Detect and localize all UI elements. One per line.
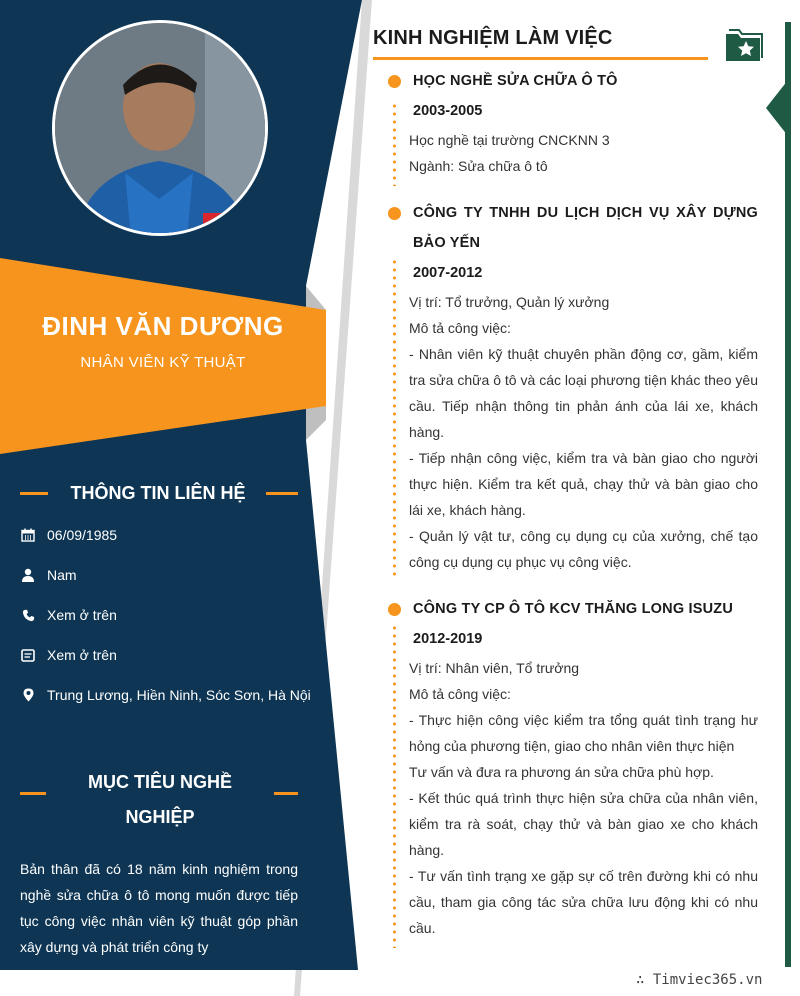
experience-item <box>388 594 758 948</box>
experience-item <box>388 198 758 580</box>
contact-phone-value: Xem ở trên <box>47 607 117 623</box>
contact-email-value: Xem ở trên <box>47 647 117 663</box>
objective-heading-line-right <box>274 792 298 795</box>
phone-icon <box>20 607 36 623</box>
job-detail-line: - Kết thúc quá trình thực hiện sửa chữa của nhân viên, kiểm tra rà soát, chạy thử và bàn giao xe cho khách hàng. <box>409 790 758 858</box>
objective-heading-line2: NGHIỆP <box>125 807 195 827</box>
calendar-icon <box>20 527 36 543</box>
job-detail-line: - Tư vấn tình trạng xe gặp sự cố trên đường khi có nhu cầu, tham gia công tác sửa chữa lưu động khi có nhu cầu. <box>409 868 758 936</box>
company-name: CÔNG TY CP Ô TÔ KCV THĂNG LONG ISUZU <box>413 601 734 617</box>
company-name: CÔNG TY TNHH DU LỊCH DỊCH VỤ XÂY DỰNG BẢO YẾN <box>413 205 758 251</box>
job-period: 2007-2012 <box>413 265 483 281</box>
job-detail-line: Vị trí: Tổ trưởng, Quản lý xưởng <box>409 294 610 310</box>
candidate-name: ĐINH VĂN DƯƠNG <box>42 311 284 341</box>
job-description <box>409 289 758 575</box>
company-name: HỌC NGHỀ SỬA CHỮA Ô TÔ <box>413 73 618 89</box>
right-accent-bar <box>785 22 791 967</box>
folder-star-icon <box>724 28 764 64</box>
job-description <box>409 655 758 941</box>
experience-heading-underline <box>373 57 708 60</box>
job-period: 2003-2005 <box>413 103 483 119</box>
timeline-bullet <box>388 75 401 88</box>
timeline-bullet <box>388 603 401 616</box>
contact-heading-line-right <box>266 492 298 495</box>
contact-address <box>20 685 311 705</box>
location-pin-icon <box>20 687 36 703</box>
right-accent-notch <box>766 80 788 136</box>
contact-email <box>20 645 117 665</box>
timeline-bullet <box>388 207 401 220</box>
objective-heading <box>60 765 260 835</box>
experience-heading: KINH NGHIỆM LÀM VIỆC <box>373 27 613 49</box>
timeline-dots <box>393 624 396 948</box>
contact-address-value: Trung Lương, Hiền Ninh, Sóc Sơn, Hà Nội <box>47 687 311 703</box>
job-detail-line: Mô tả công việc: <box>409 320 511 336</box>
contact-phone <box>20 605 117 625</box>
job-detail-line: Vị trí: Nhân viên, Tổ trưởng <box>409 660 580 676</box>
job-detail-line: Học nghề tại trường CNCKNN 3 <box>409 132 610 148</box>
candidate-job-title: NHÂN VIÊN KỸ THUẬT <box>80 354 246 371</box>
profile-photo <box>52 20 268 236</box>
contact-heading: THÔNG TIN LIÊN HỆ <box>70 483 246 503</box>
job-detail-line: - Nhân viên kỹ thuật chuyên phần động cơ, gầm, kiểm tra sửa chữa ô tô và các loại phương tiện khác theo yêu cầu. Tiếp nhận thông tin phản ánh của lái xe, khách hàng. <box>409 346 758 440</box>
contact-birthdate <box>20 525 117 545</box>
email-icon <box>20 647 36 663</box>
job-detail-line: - Quản lý vật tư, công cụ dụng cụ của xưởng, chế tạo công cụ dụng cụ phục vụ công việc. <box>409 528 758 570</box>
job-detail-line: Mô tả công việc: <box>409 686 511 702</box>
job-period: 2012-2019 <box>413 631 483 647</box>
objective-text: Bản thân đã có 18 năm kinh nghiệm trong nghề sửa chữa ô tô mong muốn được tiếp tục công việc nhân viên kỹ thuật góp phần xây dựng và phát triển công ty <box>20 861 298 955</box>
site-watermark: ∴ Timviec365.vn <box>636 972 763 988</box>
job-detail-line: - Tiếp nhận công việc, kiểm tra và bàn giao cho người thực hiện. Kiểm tra kết quả, chạy thử và bàn giao cho lái xe, khách hàng. <box>409 450 758 518</box>
experience-item <box>388 66 758 186</box>
job-detail-line: - Thực hiện công việc kiểm tra tổng quát tình trạng hư hỏng của phương tiện, giao cho nhân viên thực hiện <box>409 712 758 754</box>
timeline-dots <box>393 102 396 186</box>
contact-birthdate-value: 06/09/1985 <box>47 527 118 543</box>
contact-heading-line-left <box>20 492 48 495</box>
job-detail-line: Tư vấn và đưa ra phương án sửa chữa phù hợp. <box>409 764 714 780</box>
job-detail-line: Ngành: Sửa chữa ô tô <box>409 158 548 174</box>
contact-gender <box>20 565 77 585</box>
objective-heading-line-left <box>20 792 46 795</box>
contact-gender-value: Nam <box>47 567 77 583</box>
job-description <box>409 127 758 179</box>
timeline-dots <box>393 258 396 580</box>
user-icon <box>20 567 36 583</box>
objective-heading-line1: MỤC TIÊU NGHỀ <box>88 772 232 792</box>
